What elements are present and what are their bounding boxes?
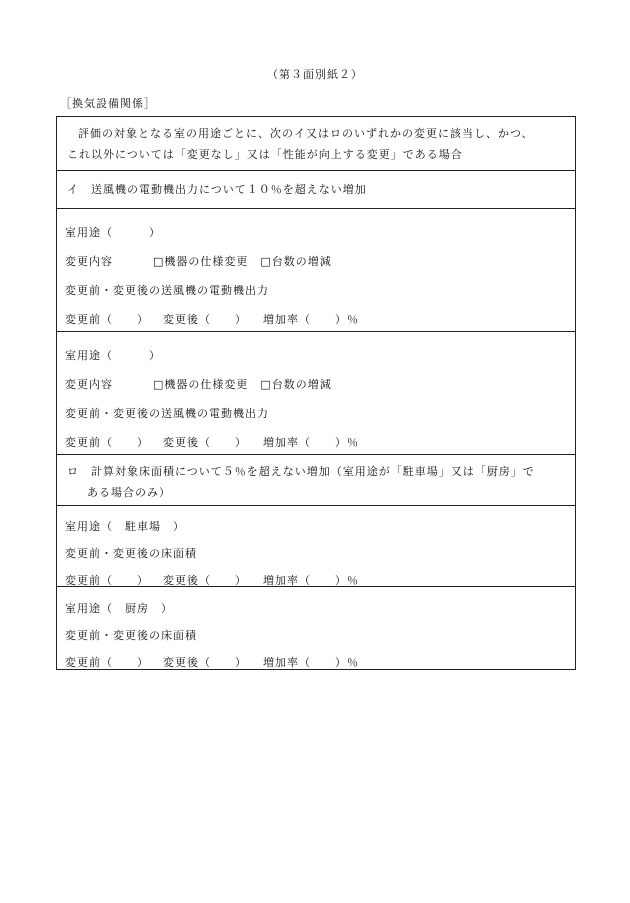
category-ro-heading — [57, 454, 575, 505]
floor-area-label: 変更前・変更後の床面積 — [65, 547, 197, 560]
room-use-field[interactable]: 室用途（ 駐車場 ） — [65, 520, 185, 533]
values-row — [65, 649, 567, 676]
category-ro-line-2: ある場合のみ） — [87, 486, 171, 499]
before-field[interactable]: 変更前（ ） — [65, 313, 149, 326]
fan-block-2 — [57, 331, 575, 454]
before-field[interactable]: 変更前（ ） — [65, 656, 149, 669]
motor-output-label: 変更前・変更後の送風機の電動機出力 — [65, 284, 269, 297]
category-ro-line-1: ロ 計算対象床面積について５％を超えない増加（室用途が「駐車場」又は「厨房」で — [67, 465, 535, 478]
room-use-field[interactable]: 室用途（ ） — [65, 349, 161, 362]
motor-output-label: 変更前・変更後の送風機の電動機出力 — [65, 407, 269, 420]
category-i-heading: イ 送風機の電動機出力について１０％を超えない増加 — [57, 170, 575, 208]
page-title: （第３面別紙２） — [267, 68, 363, 81]
area-block-kitchen — [57, 586, 575, 669]
after-field[interactable]: 変更後（ ） — [163, 574, 247, 587]
room-use-field[interactable]: 室用途（ ） — [65, 226, 161, 239]
values-row — [65, 305, 567, 334]
floor-area-label: 変更前・変更後の床面積 — [65, 629, 197, 642]
ventilation-form-table — [56, 116, 576, 670]
increase-rate-field[interactable]: 増加率（ ）％ — [263, 574, 359, 587]
area-block-parking — [57, 505, 575, 586]
fan-block-1 — [57, 208, 575, 331]
increase-rate-field[interactable]: 増加率（ ）％ — [263, 656, 359, 669]
room-use-field[interactable]: 室用途（ 厨房 ） — [65, 602, 173, 615]
unit-count-checkbox[interactable]: □台数の増減 — [260, 378, 332, 391]
change-content-label: 変更内容 — [65, 255, 113, 268]
spec-change-checkbox[interactable]: □機器の仕様変更 — [153, 255, 249, 268]
change-content-row — [65, 247, 567, 276]
after-field[interactable]: 変更後（ ） — [163, 313, 247, 326]
unit-count-checkbox[interactable]: □台数の増減 — [260, 255, 332, 268]
section-label: ［換気設備関係］ — [60, 97, 156, 110]
spec-change-checkbox[interactable]: □機器の仕様変更 — [153, 378, 249, 391]
increase-rate-field[interactable]: 増加率（ ）％ — [263, 436, 359, 449]
intro-line-2: これ以外については「変更なし」又は「性能が向上する変更」である場合 — [67, 148, 463, 161]
values-row — [65, 428, 567, 457]
intro-text — [57, 117, 575, 170]
intro-line-1: 評価の対象となる室の用途ごとに、次のイ又はロのいずれかの変更に該当し、かつ、 — [78, 127, 534, 140]
change-content-row — [65, 370, 567, 399]
before-field[interactable]: 変更前（ ） — [65, 436, 149, 449]
increase-rate-field[interactable]: 増加率（ ）％ — [263, 313, 359, 326]
change-content-label: 変更内容 — [65, 378, 113, 391]
after-field[interactable]: 変更後（ ） — [163, 656, 247, 669]
before-field[interactable]: 変更前（ ） — [65, 574, 149, 587]
after-field[interactable]: 変更後（ ） — [163, 436, 247, 449]
